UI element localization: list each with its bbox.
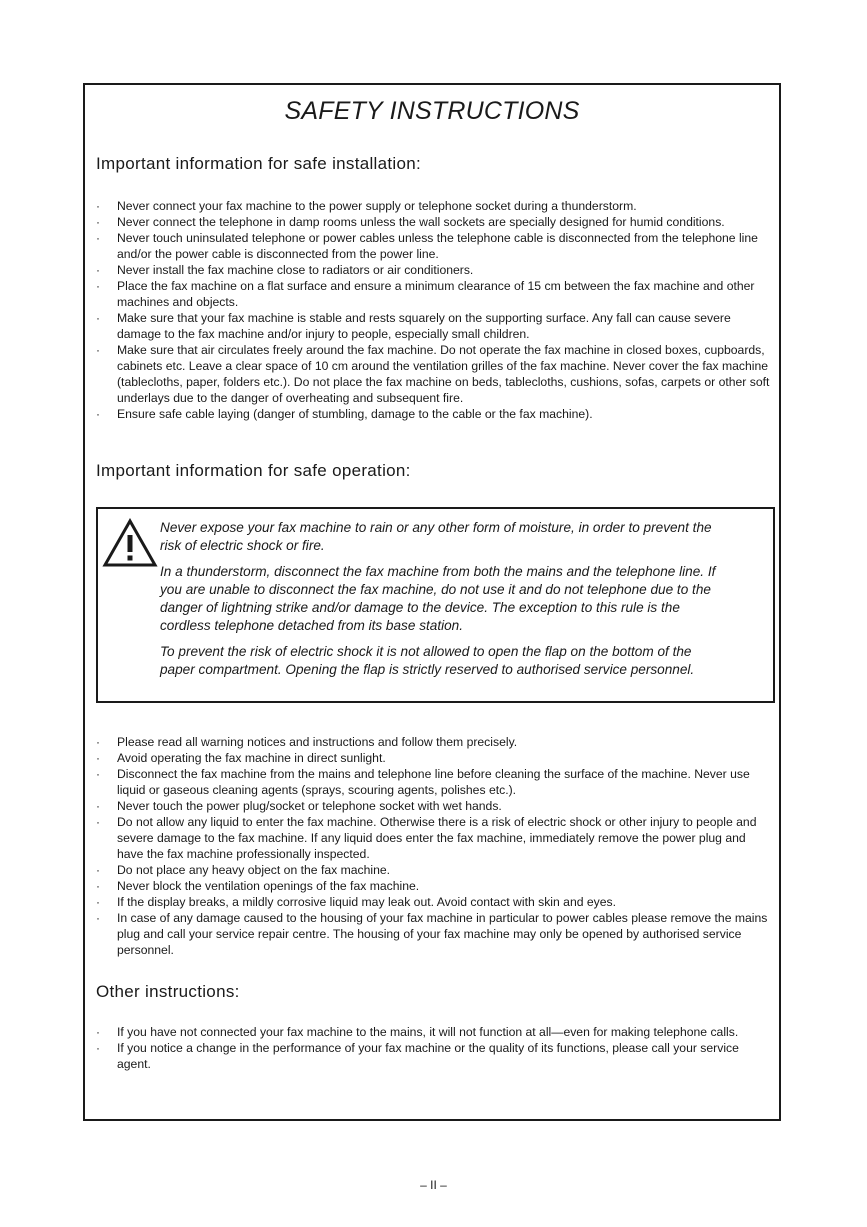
list-item-text: Do not allow any liquid to enter the fax machine. Otherwise there is a risk of electric shock or other injury to people and severe damage to the fax machine. If any liquid does enter the fax machine, immediately remove the power plug and have the fax machine professionally inspected. — [117, 815, 757, 861]
list-item-text: Make sure that your fax machine is stable and rests squarely on the supporting surface. Any fall can cause severe damage to the fax machine and/or injury to people, especially small children. — [117, 311, 731, 341]
list-item-text: If the display breaks, a mildly corrosive liquid may leak out. Avoid contact with skin and eyes. — [117, 895, 617, 909]
warning-box — [96, 507, 775, 703]
bullet-icon: · — [96, 1041, 100, 1055]
list-item — [96, 894, 771, 910]
list-item-text: Never touch the power plug/socket or telephone socket with wet hands. — [117, 799, 502, 813]
other-heading: Other instructions: — [96, 982, 240, 1001]
operation-list — [96, 734, 771, 958]
bullet-icon: · — [96, 199, 100, 213]
list-item — [96, 798, 771, 814]
list-item-text: Please read all warning notices and instructions and follow them precisely. — [117, 735, 518, 749]
bullet-icon: · — [96, 911, 100, 925]
list-item — [96, 734, 771, 750]
installation-list — [96, 198, 771, 422]
list-item — [96, 214, 771, 230]
list-item-text: Never touch uninsulated telephone or power cables unless the telephone cable is disconnected from the telephone line and/or the power cable is disconnected from the power line. — [117, 231, 758, 261]
list-item-text: Avoid operating the fax machine in direct sunlight. — [117, 751, 386, 765]
list-item-text: In case of any damage caused to the housing of your fax machine in particular to power cables please remove the mains plug and call your service repair centre. The housing of your fax machine may only be opened by authorised service personnel. — [117, 911, 768, 957]
list-item-text: If you have not connected your fax machine to the mains, it will not function at all—even for making telephone calls. — [117, 1025, 739, 1039]
bullet-icon: · — [96, 735, 100, 749]
bullet-icon: · — [96, 799, 100, 813]
list-item-text: Never install the fax machine close to radiators or air conditioners. — [117, 263, 474, 277]
list-item — [96, 766, 771, 798]
list-item — [96, 406, 771, 422]
warning-paragraph-3: To prevent the risk of electric shock it is not allowed to open the flap on the bottom of the paper compartment. Opening the flap is strictly reserved to authorised service personnel. — [160, 644, 695, 677]
bullet-icon: · — [96, 311, 100, 325]
list-item-text: Disconnect the fax machine from the mains and telephone line before cleaning the surface of the machine. Never use liquid or gaseous cleaning agents (sprays, scouring agents, polishes etc.). — [117, 767, 750, 797]
list-item — [96, 262, 771, 278]
list-item-text: Ensure safe cable laying (danger of stumbling, damage to the cable or the fax machine). — [117, 407, 593, 421]
other-list — [96, 1024, 771, 1072]
list-item-text: Make sure that air circulates freely around the fax machine. Do not operate the fax machine in closed boxes, cupboards, cabinets etc. Leave a clear space of 10 cm around the ventilation grilles of the fax machine. Never cover the fax machine (tablecloths, paper, folders etc.). Do not place the fax machine on beds, tablecloths, cushions, sofas, carpets or other soft underlays due to the danger of overheating and subsequent fire. — [117, 343, 770, 405]
bullet-icon: · — [96, 751, 100, 765]
list-item — [96, 1040, 771, 1072]
list-item-text: Never block the ventilation openings of the fax machine. — [117, 879, 420, 893]
list-item-text: Do not place any heavy object on the fax machine. — [117, 863, 391, 877]
bullet-icon: · — [96, 263, 100, 277]
bullet-icon: · — [96, 767, 100, 781]
safety-instructions-frame — [83, 83, 781, 1121]
list-item-text: Place the fax machine on a flat surface and ensure a minimum clearance of 15 cm between the fax machine and other machines and objects. — [117, 279, 755, 309]
warning-text — [160, 519, 720, 687]
bullet-icon: · — [96, 879, 100, 893]
warning-paragraph-2: In a thunderstorm, disconnect the fax machine from both the mains and the telephone line. If you are unable to disconnect the fax machine, do not use it and do not telephone due to the danger of lightning strike and/or damage to the device. The exception to this rule is the cordless telephone detached from its base station. — [160, 564, 716, 633]
bullet-icon: · — [96, 231, 100, 245]
bullet-icon: · — [96, 343, 100, 357]
list-item — [96, 198, 771, 214]
list-item — [96, 862, 771, 878]
list-item — [96, 1024, 771, 1040]
page-title: SAFETY INSTRUCTIONS — [284, 97, 580, 125]
warning-triangle-icon — [102, 518, 158, 568]
page-number: – II – — [420, 1178, 447, 1192]
bullet-icon: · — [96, 215, 100, 229]
bullet-icon: · — [96, 815, 100, 829]
list-item — [96, 878, 771, 894]
list-item — [96, 278, 771, 310]
bullet-icon: · — [96, 895, 100, 909]
bullet-icon: · — [96, 279, 100, 293]
list-item — [96, 910, 771, 958]
list-item-text: If you notice a change in the performance of your fax machine or the quality of its functions, please call your service agent. — [117, 1041, 739, 1071]
operation-heading: Important information for safe operation: — [96, 461, 411, 480]
bullet-icon: · — [96, 863, 100, 877]
list-item — [96, 342, 771, 406]
list-item-text: Never connect your fax machine to the power supply or telephone socket during a thunderstorm. — [117, 199, 637, 213]
installation-heading: Important information for safe installation: — [96, 154, 422, 173]
list-item-text: Never connect the telephone in damp rooms unless the wall sockets are specially designed for humid conditions. — [117, 215, 725, 229]
list-item — [96, 750, 771, 766]
warning-paragraph-1: Never expose your fax machine to rain or any other form of moisture, in order to prevent the risk of electric shock or fire. — [160, 520, 712, 553]
list-item — [96, 814, 771, 862]
list-item — [96, 230, 771, 262]
bullet-icon: · — [96, 407, 100, 421]
list-item — [96, 310, 771, 342]
bullet-icon: · — [96, 1025, 100, 1039]
